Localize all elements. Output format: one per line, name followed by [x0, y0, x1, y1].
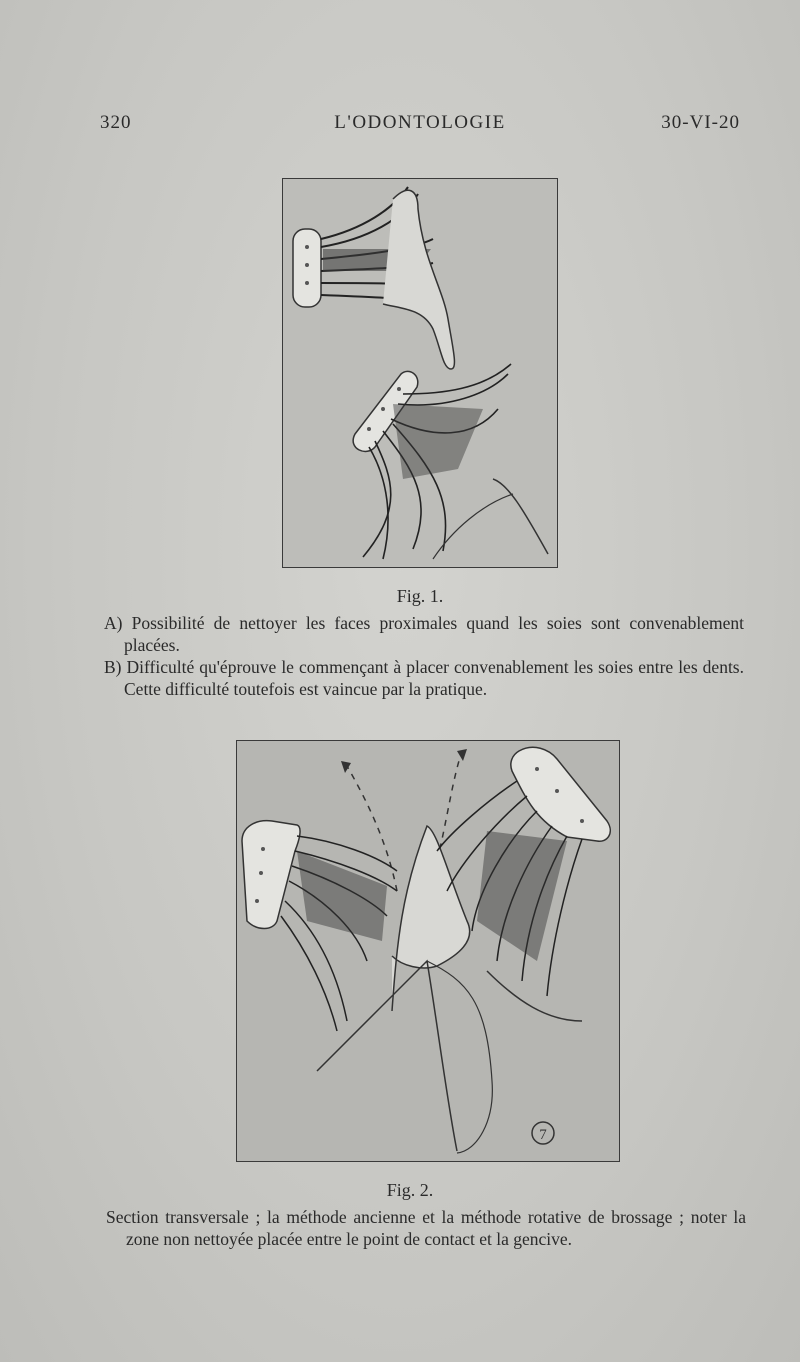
figure-2-illustration: [236, 740, 620, 1162]
figure-1-label: Fig. 1.: [396, 586, 444, 606]
running-header: [100, 112, 740, 138]
journal-title: L'ODONTOLOGIE: [334, 112, 506, 133]
figure-1-caption: [104, 612, 744, 700]
page-number: 320: [100, 112, 132, 133]
figure-2-drawing: [237, 741, 619, 1161]
figure-1-drawing: [283, 179, 557, 567]
figure-2-marker: 7: [539, 1127, 547, 1143]
caption-a: A) Possibilité de nettoyer les faces proximales quand les soies sont convenablement placées.: [104, 613, 744, 655]
caption-b: B) Difficulté qu'éprouve le commençant à placer convenablement les soies entre les dents. Cette difficulté toutefois est vaincue par la pratique.: [104, 657, 744, 699]
figure-2-caption: Section transversale ; la méthode ancienne et la méthode rotative de brossage ; noter la zone non nettoyée placée entre le point de contact et la gencive.: [106, 1207, 746, 1249]
figure-1-illustration: [282, 178, 558, 568]
figure-2-label: Fig. 2.: [386, 1180, 434, 1200]
issue-date: 30-VI-20: [661, 112, 740, 133]
